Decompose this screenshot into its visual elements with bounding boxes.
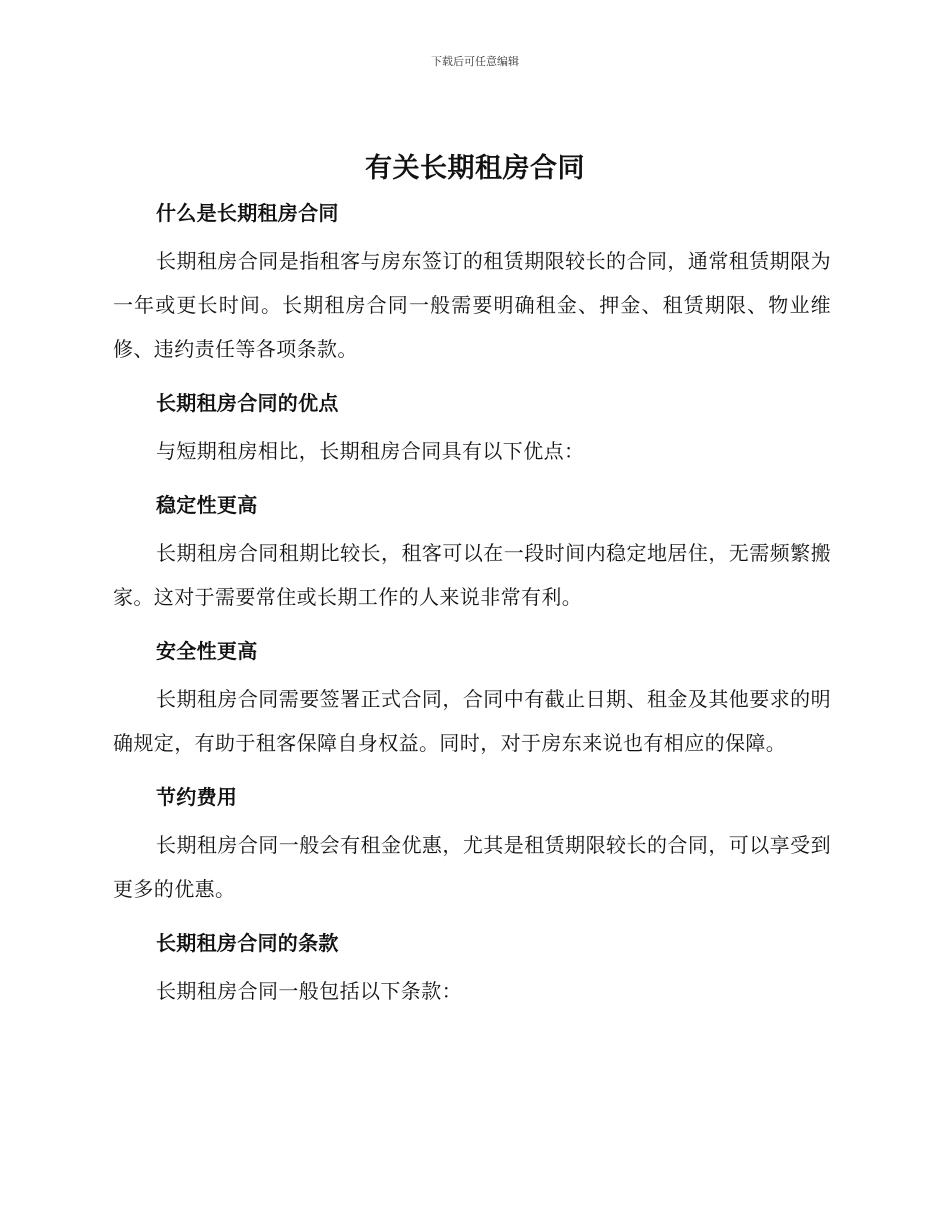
spacer: [113, 959, 831, 969]
document-body: [113, 197, 831, 1013]
section-heading: 什么是长期租房合同: [156, 201, 339, 225]
body-paragraph: 长期租房合同租期比较长，租客可以在一段时间内稳定地居住，无需频繁搬家。这对于需要常住或长期工作的人来说非常有利。: [113, 541, 831, 609]
body-paragraph: 长期租房合同一般包括以下条款：: [156, 979, 462, 1003]
spacer: [113, 419, 831, 429]
spacer: [113, 911, 831, 927]
section-heading: 安全性更高: [156, 639, 258, 663]
spacer: [113, 813, 831, 823]
section-heading: 长期租房合同的条款: [156, 931, 339, 955]
spacer: [113, 229, 831, 239]
document-title: 有关长期租房合同: [365, 153, 585, 184]
section-heading: 节约费用: [156, 785, 238, 809]
section-heading: 稳定性更高: [156, 493, 258, 517]
spacer: [113, 371, 831, 387]
body-paragraph: 长期租房合同需要签署正式合同，合同中有截止日期、租金及其他要求的明确规定，有助于租客保障自身权益。同时，对于房东来说也有相应的保障。: [113, 687, 831, 755]
spacer: [113, 521, 831, 531]
spacer: [113, 619, 831, 635]
spacer: [113, 667, 831, 677]
spacer: [113, 473, 831, 489]
body-paragraph: 长期租房合同是指租客与房东签订的租赁期限较长的合同，通常租赁期限为一年或更长时间。长期租房合同一般需要明确租金、押金、租赁期限、物业维修、违约责任等各项条款。: [113, 249, 831, 361]
spacer: [113, 765, 831, 781]
section-heading: 长期租房合同的优点: [156, 391, 339, 415]
header-note: 下载后可任意编辑: [431, 55, 519, 68]
body-paragraph: 长期租房合同一般会有租金优惠，尤其是租赁期限较长的合同，可以享受到更多的优惠。: [113, 833, 831, 901]
body-paragraph: 与短期租房相比，长期租房合同具有以下优点：: [156, 439, 585, 463]
